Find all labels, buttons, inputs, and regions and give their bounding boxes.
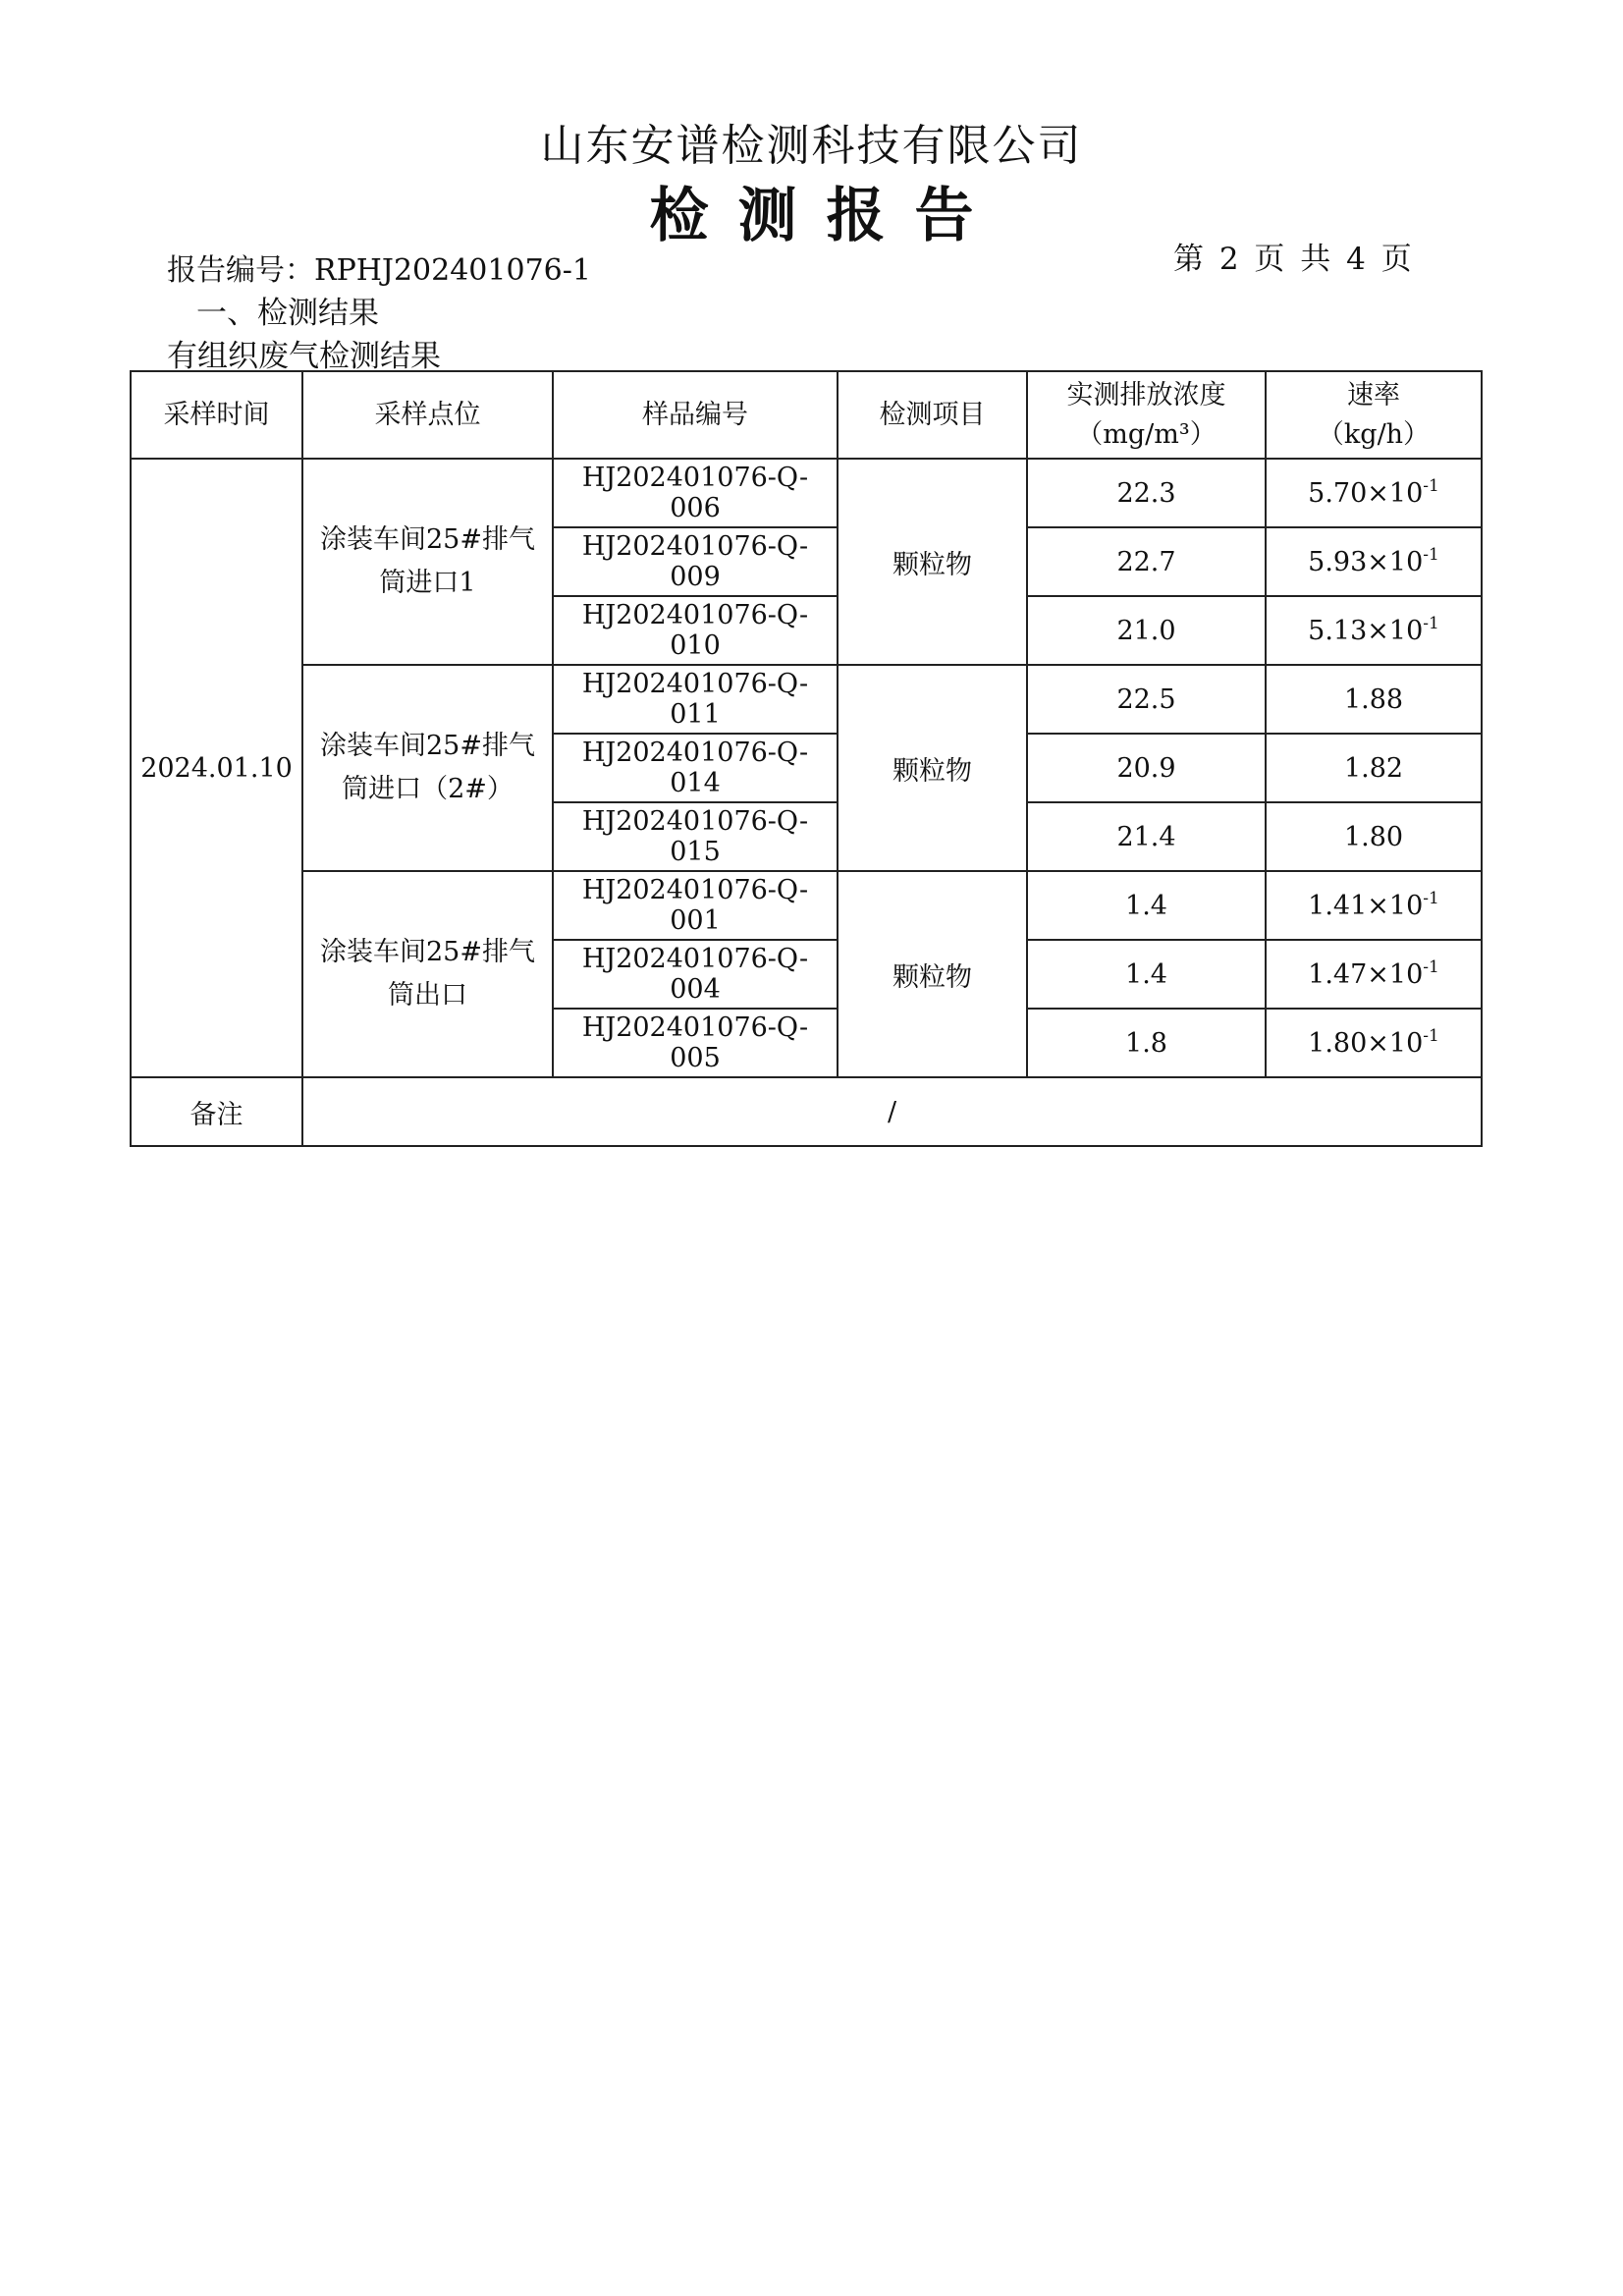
- results-body: [131, 459, 1482, 1077]
- rate-exponent: -1: [1423, 613, 1439, 633]
- table-row: [131, 459, 1482, 527]
- concentration-cell: 1.4: [1027, 871, 1266, 940]
- rate-cell: [1266, 1009, 1482, 1077]
- table-row: [131, 871, 1482, 940]
- header-sampling-location: 采样点位: [302, 371, 553, 459]
- rate-value: 5.70×10: [1308, 477, 1424, 509]
- remarks-value: /: [302, 1077, 1482, 1146]
- rate-value: 5.93×10: [1308, 546, 1424, 577]
- rate-value: 1.80×10: [1308, 1027, 1424, 1059]
- header-concentration: [1027, 371, 1266, 459]
- concentration-cell: 22.3: [1027, 459, 1266, 527]
- section-heading: 一、检测结果: [196, 296, 379, 331]
- header-rate-unit: （kg/h）: [1317, 418, 1431, 450]
- sampling-location-cell: 涂装车间25#排气筒进口（2#）: [302, 665, 553, 871]
- header-rate-label: 速率: [1347, 379, 1400, 410]
- rate-cell: [1266, 596, 1482, 665]
- sample-number-cell: HJ202401076-Q-011: [553, 665, 838, 734]
- rate-value: 1.80: [1343, 821, 1404, 852]
- table-row: [131, 665, 1482, 734]
- sampling-date-cell: 2024.01.10: [131, 459, 302, 1077]
- results-table: [130, 370, 1483, 1147]
- rate-cell: [1266, 802, 1482, 871]
- header-concentration-unit: （mg/m³）: [1076, 418, 1217, 450]
- sample-number-cell: HJ202401076-Q-001: [553, 871, 838, 940]
- rate-cell: [1266, 665, 1482, 734]
- header-test-item: 检测项目: [838, 371, 1027, 459]
- rate-exponent: -1: [1423, 1025, 1439, 1046]
- report-number: 报告编号：RPHJ202401076-1: [167, 253, 591, 288]
- concentration-cell: 1.8: [1027, 1009, 1266, 1077]
- rate-value: 1.82: [1343, 752, 1404, 784]
- company-name: 山东安谱检测科技有限公司: [540, 121, 1083, 171]
- sampling-location-cell: 涂装车间25#排气筒出口: [302, 871, 553, 1077]
- rate-cell: [1266, 871, 1482, 940]
- concentration-cell: 22.7: [1027, 527, 1266, 596]
- rate-value: 5.13×10: [1308, 615, 1424, 646]
- test-item-cell: 颗粒物: [838, 665, 1027, 871]
- sample-number-cell: HJ202401076-Q-004: [553, 940, 838, 1009]
- rate-value: 1.47×10: [1308, 958, 1424, 990]
- test-item-cell: 颗粒物: [838, 871, 1027, 1077]
- rate-value: 1.88: [1343, 683, 1404, 715]
- concentration-cell: 21.4: [1027, 802, 1266, 871]
- header-sample-number: 样品编号: [553, 371, 838, 459]
- concentration-cell: 20.9: [1027, 734, 1266, 802]
- table-header-row: [131, 371, 1482, 459]
- sample-number-cell: HJ202401076-Q-015: [553, 802, 838, 871]
- remarks-row: [131, 1077, 1482, 1146]
- rate-cell: [1266, 734, 1482, 802]
- concentration-cell: 22.5: [1027, 665, 1266, 734]
- table-caption: 有组织废气检测结果: [167, 339, 441, 374]
- rate-value: 1.41×10: [1308, 890, 1424, 921]
- sample-number-cell: HJ202401076-Q-014: [553, 734, 838, 802]
- header-rate: [1266, 371, 1482, 459]
- rate-cell: [1266, 527, 1482, 596]
- rate-exponent: -1: [1423, 888, 1439, 908]
- page-indicator: 第 2 页 共 4 页: [1173, 242, 1412, 277]
- report-title: 检测报告: [649, 182, 1003, 250]
- rate-exponent: -1: [1423, 475, 1439, 496]
- header-concentration-label: 实测排放浓度: [1066, 379, 1226, 410]
- sample-number-cell: HJ202401076-Q-009: [553, 527, 838, 596]
- rate-cell: [1266, 459, 1482, 527]
- concentration-cell: 21.0: [1027, 596, 1266, 665]
- sample-number-cell: HJ202401076-Q-006: [553, 459, 838, 527]
- rate-exponent: -1: [1423, 544, 1439, 565]
- concentration-cell: 1.4: [1027, 940, 1266, 1009]
- rate-exponent: -1: [1423, 957, 1439, 977]
- sample-number-cell: HJ202401076-Q-005: [553, 1009, 838, 1077]
- sample-number-cell: HJ202401076-Q-010: [553, 596, 838, 665]
- rate-cell: [1266, 940, 1482, 1009]
- remarks-label: 备注: [131, 1077, 302, 1146]
- test-item-cell: 颗粒物: [838, 459, 1027, 665]
- header-sampling-time: 采样时间: [131, 371, 302, 459]
- sampling-location-cell: 涂装车间25#排气筒进口1: [302, 459, 553, 665]
